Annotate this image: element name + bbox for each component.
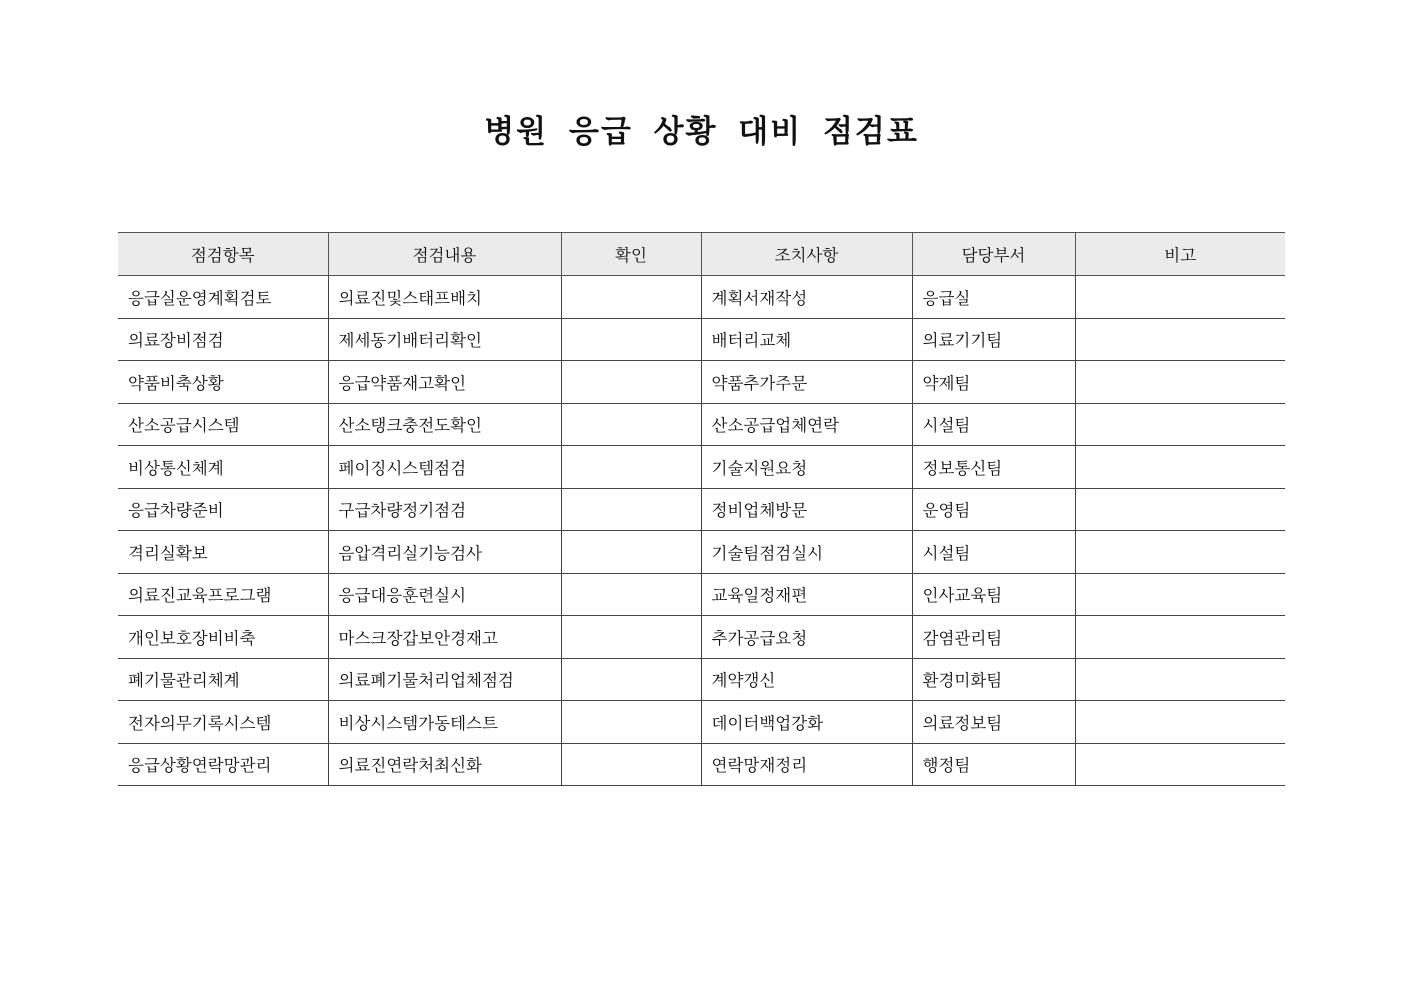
cell-confirmation — [561, 531, 701, 574]
cell-inspection-item: 의료장비점검 — [118, 318, 328, 361]
cell-inspection-content: 마스크장갑보안경재고 — [328, 616, 561, 659]
cell-inspection-item: 폐기물관리체계 — [118, 658, 328, 701]
header-action-items: 조치사항 — [701, 233, 912, 276]
cell-inspection-item: 응급상황연락망관리 — [118, 743, 328, 786]
cell-inspection-content: 의료진및스태프배치 — [328, 276, 561, 319]
cell-inspection-item: 개인보호장비비축 — [118, 616, 328, 659]
cell-action-items: 정비업체방문 — [701, 488, 912, 531]
table-header-row — [118, 233, 1285, 276]
cell-confirmation — [561, 403, 701, 446]
cell-inspection-content: 음압격리실기능검사 — [328, 531, 561, 574]
cell-confirmation — [561, 276, 701, 319]
table-row — [118, 573, 1285, 616]
cell-inspection-content: 페이징시스템점검 — [328, 446, 561, 489]
cell-inspection-content: 비상시스템가동테스트 — [328, 701, 561, 744]
cell-confirmation — [561, 361, 701, 404]
cell-action-items: 추가공급요청 — [701, 616, 912, 659]
header-inspection-content: 점검내용 — [328, 233, 561, 276]
cell-confirmation — [561, 573, 701, 616]
cell-remarks — [1075, 573, 1285, 616]
cell-confirmation — [561, 658, 701, 701]
cell-inspection-content: 응급약품재고확인 — [328, 361, 561, 404]
header-remarks: 비고 — [1075, 233, 1285, 276]
cell-confirmation — [561, 701, 701, 744]
table-row — [118, 701, 1285, 744]
cell-remarks — [1075, 361, 1285, 404]
table-row — [118, 318, 1285, 361]
cell-remarks — [1075, 488, 1285, 531]
cell-action-items: 기술팀점검실시 — [701, 531, 912, 574]
cell-confirmation — [561, 318, 701, 361]
cell-action-items: 계획서재작성 — [701, 276, 912, 319]
table-row — [118, 616, 1285, 659]
cell-department: 환경미화팀 — [912, 658, 1075, 701]
cell-department: 시설팀 — [912, 531, 1075, 574]
cell-department: 행정팀 — [912, 743, 1075, 786]
cell-confirmation — [561, 743, 701, 786]
cell-department: 시설팀 — [912, 403, 1075, 446]
cell-inspection-item: 응급차량준비 — [118, 488, 328, 531]
cell-inspection-item: 전자의무기록시스템 — [118, 701, 328, 744]
cell-department: 감염관리팀 — [912, 616, 1075, 659]
cell-inspection-item: 비상통신체계 — [118, 446, 328, 489]
cell-action-items: 데이터백업강화 — [701, 701, 912, 744]
cell-action-items: 기술지원요청 — [701, 446, 912, 489]
cell-inspection-item: 산소공급시스템 — [118, 403, 328, 446]
cell-action-items: 산소공급업체연락 — [701, 403, 912, 446]
cell-remarks — [1075, 743, 1285, 786]
header-confirmation: 확인 — [561, 233, 701, 276]
table-body — [118, 276, 1285, 786]
cell-department: 인사교육팀 — [912, 573, 1075, 616]
cell-inspection-item: 의료진교육프로그램 — [118, 573, 328, 616]
cell-remarks — [1075, 616, 1285, 659]
cell-remarks — [1075, 658, 1285, 701]
cell-inspection-content: 구급차량정기점검 — [328, 488, 561, 531]
table-row — [118, 488, 1285, 531]
cell-department: 약제팀 — [912, 361, 1075, 404]
header-inspection-item: 점검항목 — [118, 233, 328, 276]
cell-remarks — [1075, 276, 1285, 319]
cell-action-items: 계약갱신 — [701, 658, 912, 701]
cell-inspection-content: 의료진연락처최신화 — [328, 743, 561, 786]
header-department: 담당부서 — [912, 233, 1075, 276]
cell-confirmation — [561, 488, 701, 531]
cell-inspection-content: 의료폐기물처리업체점검 — [328, 658, 561, 701]
cell-department: 운영팀 — [912, 488, 1075, 531]
cell-inspection-content: 산소탱크충전도확인 — [328, 403, 561, 446]
cell-inspection-item: 약품비축상황 — [118, 361, 328, 404]
table-row — [118, 276, 1285, 319]
cell-inspection-item: 응급실운영계획검토 — [118, 276, 328, 319]
cell-remarks — [1075, 318, 1285, 361]
table-row — [118, 403, 1285, 446]
cell-department: 응급실 — [912, 276, 1075, 319]
cell-action-items: 교육일정재편 — [701, 573, 912, 616]
cell-department: 의료정보팀 — [912, 701, 1075, 744]
cell-action-items: 약품추가주문 — [701, 361, 912, 404]
cell-inspection-content: 제세동기배터리확인 — [328, 318, 561, 361]
cell-action-items: 배터리교체 — [701, 318, 912, 361]
document-title: 병원 응급 상황 대비 점검표 — [484, 114, 919, 150]
cell-inspection-content: 응급대응훈련실시 — [328, 573, 561, 616]
cell-department: 의료기기팀 — [912, 318, 1075, 361]
cell-department: 정보통신팀 — [912, 446, 1075, 489]
cell-confirmation — [561, 616, 701, 659]
table-row — [118, 446, 1285, 489]
cell-remarks — [1075, 446, 1285, 489]
emergency-checklist-table — [118, 232, 1285, 786]
cell-action-items: 연락망재정리 — [701, 743, 912, 786]
cell-inspection-item: 격리실확보 — [118, 531, 328, 574]
table-row — [118, 743, 1285, 786]
table-row — [118, 531, 1285, 574]
cell-remarks — [1075, 403, 1285, 446]
cell-confirmation — [561, 446, 701, 489]
cell-remarks — [1075, 701, 1285, 744]
table-row — [118, 658, 1285, 701]
cell-remarks — [1075, 531, 1285, 574]
table-row — [118, 361, 1285, 404]
